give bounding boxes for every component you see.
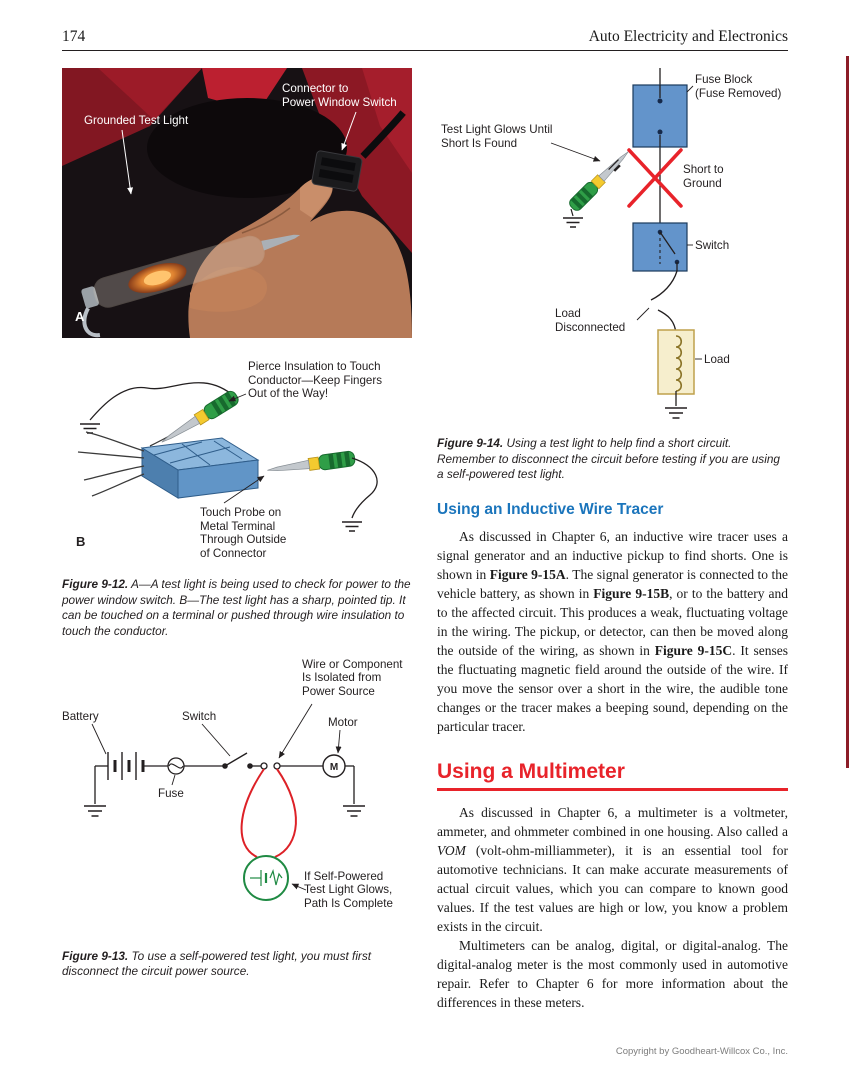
figure-9-14-diagram [437,68,788,428]
right-column [437,68,788,1012]
switch-box [633,223,687,271]
left-column [62,68,412,992]
isolated-break-points [261,763,280,769]
label-connector-line1: Connector to [282,82,349,95]
inductive-p1-s2: . The signal generator is connected to the vehicle battery, as shown in [437,567,788,602]
label-load-disconnected: Load Disconnected [555,307,626,334]
figure-9-12-caption [62,577,412,640]
section-heading-multimeter: Using a Multimeter [437,760,625,784]
figure-9-14-caption-label: Figure 9-14. [437,436,504,450]
test-light-icon [567,147,633,213]
ground-icon-2 [342,522,362,531]
red-heading-rule [437,788,788,791]
label-grounded-test-light: Grounded Test Light [84,114,189,127]
ground-wire-2 [352,458,377,518]
leader-lines [92,704,340,890]
switch-symbol [223,753,253,768]
label-switch: Switch [695,239,730,252]
circuit-wires [95,766,354,804]
short-x-mark [629,150,681,206]
label-pierce-insulation: Pierce Insulation to Touch Conductor—Keep Fingers Out of the Way! [248,360,383,401]
label-test-light-glows: Test Light Glows Until Short Is Found [441,123,553,150]
label-isolated: Wire or Component Is Isolated from Power Source [302,657,403,699]
inductive-p1-s3: , or to the battery and to the affected circuit. This produces a weak, fluctuating voltage in the wiring. The pickup, or detector, can then be moved along the outside of the wiring, as shown in [437,586,788,659]
motor-symbol [323,755,345,777]
figure-9-12-caption-text: A—A test light is being used to check for power to the power window switch. B—The test light has a sharp, pointed tip. It can be touched on a terminal or pushed through wire insulation to touch the conductor. [62,577,411,639]
label-motor: Motor [328,715,358,729]
label-fuse-block-line2: (Fuse Removed) [695,86,782,100]
photo-marker-a: A [75,309,85,324]
multimeter-p1-s1: As discussed in Chapter 6, a multimeter is a voltmeter, ammeter, and ohmmeter combined in one housing. Also called a [437,805,788,840]
label-short-to-ground: Short to Ground [683,163,724,190]
figure-9-13-caption-text: To use a self-powered test light, you must first disconnect the circuit power source. [62,948,372,979]
figure-9-13-caption [62,949,412,980]
figure-9-13-diagram [62,654,412,939]
section-heading-inductive-wire-tracer: Using an Inductive Wire Tracer [437,501,664,519]
disconnected-leads [651,271,677,336]
ground-icon-test-light [563,209,583,227]
running-head-title: Auto Electricity and Electronics [588,28,788,45]
label-battery: Battery [62,709,99,723]
multimeter-paragraph-1 [437,803,788,936]
inductive-p1-s1: As discussed in Chapter 6, an inductive wire tracer uses a signal generator and an inductive pickup to find shorts. One is shown in [437,529,788,583]
figure-9-14-caption-text: Using a test light to help find a short circuit. Remember to disconnect the circuit before testing if you are using a self-powered test light. [437,436,780,482]
inductive-p1-s4: . It senses the fluctuating magnetic field around the outside of the wire. If you move the sensor over a short in the wire, the audible tone changes or the tracer makes a beeping sound, depending on the particular tracer. [437,643,788,735]
figure-ref-9-15b: Figure 9-15B [593,586,670,602]
figure-9-12-caption-label: Figure 9-12. [62,577,129,591]
figure-ref-9-15a: Figure 9-15A [489,567,566,583]
ground-icon-1 [80,424,100,433]
ground-icon-motor [343,806,365,816]
label-switch: Switch [182,709,217,723]
inductive-paragraph [437,527,788,736]
test-light-probe-1-icon [158,389,241,448]
label-load: Load [704,353,730,366]
fuse-block [633,85,687,147]
multimeter-paragraph-2: Multimeters can be analog, digital, or digital-analog. The digital-analog meter is the most commonly used in automotive repair. Refer to Chapter 6 for more information about the differences in these meters. [437,938,788,1011]
vom-term: VOM [437,843,466,859]
figure-9-12-photo [62,68,412,338]
label-fuse-block-line1: Fuse Block [695,73,753,86]
figure-9-13-caption-label: Figure 9-13. [62,948,129,963]
page-number: 174 [62,28,86,45]
label-connector-line2: Power Window Switch [282,95,397,109]
self-powered-test-light-symbol [244,856,288,900]
header-rule [62,50,788,51]
fuse-symbol [168,758,184,774]
test-light-probe-2-icon [266,451,355,478]
battery-symbol [108,752,143,780]
load-box [658,330,694,406]
label-fuse-block [695,73,781,100]
multimeter-p1-s2: (volt-ohm-milliammeter), it is an essential tool for automotive technicians. It can make accurate measurements of actual circuit values, which you can compare to known good values. If the test values are high or low, you know a problem exists in the circuit. [437,843,788,935]
red-test-leads [242,769,296,857]
label-touch-probe: Touch Probe on Metal Terminal Through Outside of Connector [200,506,287,561]
diagram-marker-b: B [76,534,86,549]
copyright-notice: Copyright by Goodheart-Willcox Co., Inc. [615,1046,788,1057]
label-connector [282,82,397,109]
short-circuit-diagram [437,68,788,428]
svg-text:M: M [329,761,339,773]
connector-block [142,438,258,498]
multimeter-heading-block [437,760,788,791]
figure-9-14-caption [437,436,788,483]
ground-icon-load [665,408,687,418]
ground-icon-battery [84,806,106,816]
figure-9-12-diagram [62,348,412,563]
label-fuse: Fuse [158,786,184,800]
figure-ref-9-15c: Figure 9-15C [654,643,733,659]
label-glow: If Self-Powered Test Light Glows, Path Is Complete [304,869,393,911]
